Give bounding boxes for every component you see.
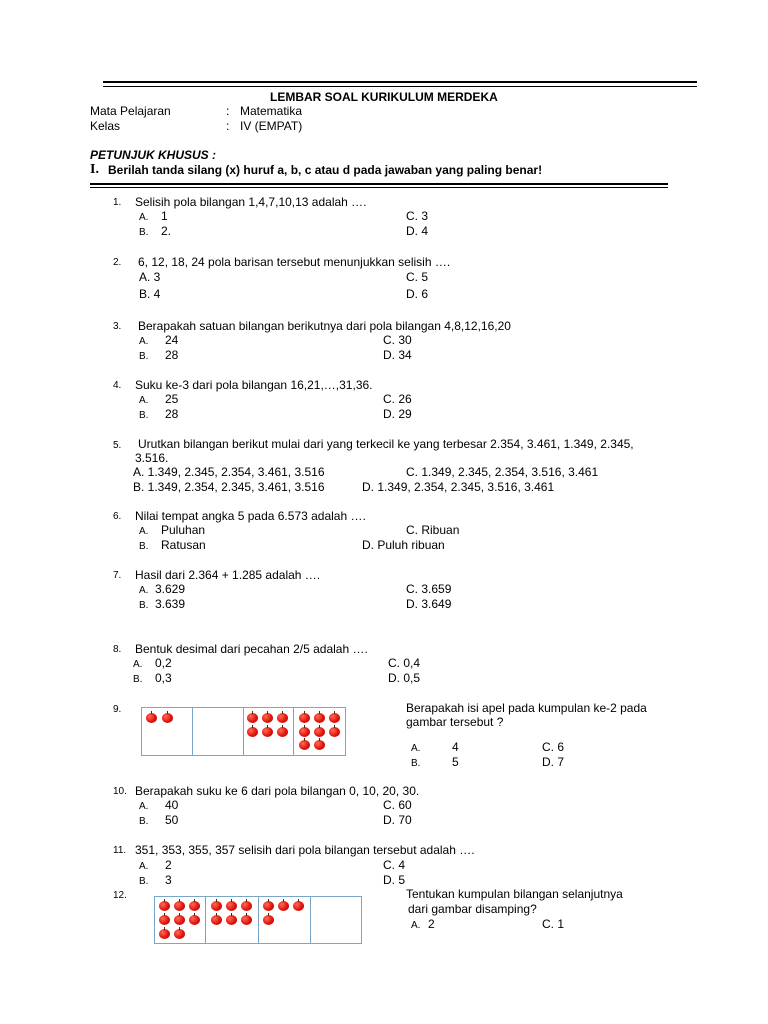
question-number: 5. [113, 440, 122, 451]
option-a[interactable]: A. 1.349, 2.345, 2.354, 3.461, 3.516 [133, 465, 325, 479]
option-c[interactable]: C. 60 [383, 798, 412, 812]
option-a-label: A. [411, 920, 421, 931]
option-c[interactable]: C. 5 [406, 270, 429, 284]
apple-icon [211, 901, 222, 911]
option-d[interactable]: D. 70 [383, 813, 412, 827]
section-number: I. [90, 162, 99, 177]
option-b-label: B. [139, 410, 149, 421]
apple-icon [159, 929, 170, 939]
option-d[interactable]: D. 7 [542, 755, 565, 769]
option-d[interactable]: D. 0,5 [388, 671, 421, 685]
option-b-label: B. [133, 674, 143, 685]
option-b-label: B. [139, 351, 149, 362]
apple-icon [211, 915, 222, 925]
question-number: 7. [113, 570, 122, 581]
instruction-text: Berilah tanda silang (x) huruf a, b, c atau d pada jawaban yang paling benar! [108, 163, 543, 177]
option-d[interactable]: D. 5 [383, 873, 406, 887]
apple-icon [174, 915, 185, 925]
top-rule-thick [103, 81, 697, 83]
option-a[interactable]: Puluhan [161, 523, 206, 537]
question-text: Berapakah isi apel pada kumpulan ke-2 pada [406, 701, 647, 715]
field-value-subject: Matematika [240, 104, 303, 118]
apple-icon [329, 727, 340, 737]
option-a-label: A. [411, 743, 421, 754]
option-a[interactable]: 2 [428, 917, 435, 931]
apple-icon [189, 915, 200, 925]
apple-icon [314, 740, 325, 750]
apple-icon [189, 901, 200, 911]
option-d[interactable]: D. 1.349, 2.354, 2.345, 3.516, 3.461 [362, 480, 555, 494]
apple-icon [247, 727, 258, 737]
option-b-label: B. [139, 876, 149, 887]
apple-icon [159, 901, 170, 911]
option-a[interactable]: 2 [165, 858, 172, 872]
option-b[interactable]: B. 1.349, 2.354, 2.345, 3.461, 3.516 [133, 480, 325, 494]
option-a-label: A. [139, 212, 149, 223]
option-b[interactable]: B. 4 [139, 287, 161, 301]
option-c[interactable]: C. Ribuan [406, 523, 460, 537]
question-number: 2. [113, 257, 122, 268]
question-text-continued: 3.516. [135, 451, 169, 465]
option-b[interactable]: 5 [452, 755, 459, 769]
option-c[interactable]: C. 1 [542, 917, 565, 931]
apple-icon [263, 901, 274, 911]
instruction-heading: PETUNJUK KHUSUS : [90, 148, 217, 162]
option-b[interactable]: 28 [165, 348, 179, 362]
option-a[interactable]: 0,2 [155, 656, 172, 670]
option-a-label: A. [139, 801, 149, 812]
apple-icon [241, 915, 252, 925]
option-a[interactable]: A. 3 [139, 270, 161, 284]
option-a[interactable]: 4 [452, 740, 459, 754]
apple-icon [226, 901, 237, 911]
option-a-label: A. [133, 659, 143, 670]
option-c[interactable]: C. 6 [542, 740, 565, 754]
apple-icon [174, 929, 185, 939]
question-text: Suku ke-3 dari pola bilangan 16,21,…,31,36. [135, 378, 373, 392]
option-a-label: A. [139, 395, 149, 406]
page-title: LEMBAR SOAL KURIKULUM MERDEKA [270, 90, 498, 104]
apple-icon [277, 713, 288, 723]
option-c[interactable]: C. 3.659 [406, 582, 452, 596]
option-a[interactable]: 1 [161, 209, 168, 223]
option-b[interactable]: 28 [165, 407, 179, 421]
apple-icon [299, 713, 310, 723]
apple-icon [174, 901, 185, 911]
option-a[interactable]: 40 [165, 798, 179, 812]
apple-icon [162, 713, 173, 723]
question-number: 10. [113, 786, 127, 797]
option-a-label: A. [139, 526, 149, 537]
option-b-label: B. [139, 541, 149, 552]
field-sep-subject: : [226, 104, 230, 118]
option-c[interactable]: C. 1.349, 2.345, 2.354, 3.516, 3.461 [406, 465, 599, 479]
field-value-class: IV (EMPAT) [240, 119, 303, 133]
apple-icon [241, 901, 252, 911]
apple-icon [262, 713, 273, 723]
option-b[interactable]: 2. [161, 224, 172, 238]
question-number: 4. [113, 380, 122, 391]
option-b[interactable]: 3 [165, 873, 172, 887]
option-b[interactable]: 50 [165, 813, 179, 827]
option-a-label: A. [139, 861, 149, 872]
option-b-label: B. [139, 227, 149, 238]
question-number: 9. [113, 704, 122, 715]
question-text: Berapakah suku ke 6 dari pola bilangan 0, 10, 20, 30. [135, 784, 420, 798]
apple-icon [293, 901, 304, 911]
question-number: 6. [113, 511, 122, 522]
option-a-label: A. [139, 585, 149, 596]
apple-icon [277, 727, 288, 737]
option-d[interactable]: D. 29 [383, 407, 412, 421]
option-d[interactable]: D. Puluh ribuan [362, 538, 445, 552]
field-label-subject: Mata Pelajaran [90, 104, 171, 118]
question-text: Selisih pola bilangan 1,4,7,10,13 adalah …. [135, 195, 367, 209]
apple-icon [299, 740, 310, 750]
apple-icon [247, 713, 258, 723]
apple-icon [146, 713, 157, 723]
apple-icon [263, 915, 274, 925]
question-number: 12. [113, 890, 127, 901]
question-number: 11. [113, 845, 127, 856]
question-number: 3. [113, 321, 122, 332]
option-b-label: B. [139, 600, 149, 611]
option-d[interactable]: D. 4 [406, 224, 429, 238]
option-a[interactable]: 3.629 [155, 582, 186, 596]
apple-icon [314, 727, 325, 737]
question-text: Tentukan kumpulan bilangan selanjutnya [406, 887, 623, 901]
question-text-continued: dari gambar disamping? [408, 902, 537, 916]
apple-picture-q12 [154, 896, 362, 944]
question-number: 1. [113, 197, 122, 208]
option-b[interactable]: 3.639 [155, 597, 186, 611]
apple-icon [226, 915, 237, 925]
instruction-rule-thin [90, 187, 668, 188]
apple-icon [314, 713, 325, 723]
question-text: Bentuk desimal dari pecahan 2/5 adalah …. [135, 642, 368, 656]
question-text: Urutkan bilangan berikut mulai dari yang terkecil ke yang terbesar 2.354, 3.461, 1.349, 2.345, [138, 437, 634, 451]
option-c[interactable]: C. 30 [383, 333, 412, 347]
field-label-class: Kelas [90, 119, 121, 133]
question-text: 6, 12, 18, 24 pola barisan tersebut menunjukkan selisih …. [138, 255, 451, 269]
instruction-rule-thick [90, 183, 668, 185]
question-text: Hasil dari 2.364 + 1.285 adalah …. [135, 568, 321, 582]
option-c[interactable]: C. 0,4 [388, 656, 421, 670]
question-text: 351, 353, 355, 357 selisih dari pola bilangan tersebut adalah …. [135, 843, 475, 857]
field-sep-class: : [226, 119, 230, 133]
option-a[interactable]: 24 [165, 333, 179, 347]
option-d[interactable]: D. 34 [383, 348, 412, 362]
top-rule-thin [103, 86, 697, 87]
apple-icon [329, 713, 340, 723]
option-a[interactable]: 25 [165, 392, 179, 406]
apple-icon [278, 901, 289, 911]
question-text: Berapakah satuan bilangan berikutnya dari pola bilangan 4,8,12,16,20 [138, 319, 511, 333]
option-b[interactable]: 0,3 [155, 671, 172, 685]
apple-icon [159, 915, 170, 925]
option-d[interactable]: D. 3.649 [406, 597, 452, 611]
option-c[interactable]: C. 4 [383, 858, 406, 872]
apple-icon [262, 727, 273, 737]
option-c[interactable]: C. 26 [383, 392, 412, 406]
option-a-label: A. [139, 336, 149, 347]
question-number: 8. [113, 644, 122, 655]
option-d[interactable]: D. 6 [406, 287, 429, 301]
question-text: Nilai tempat angka 5 pada 6.573 adalah …. [135, 509, 366, 523]
option-b-label: B. [139, 816, 149, 827]
option-b-label: B. [411, 758, 421, 769]
option-b[interactable]: Ratusan [161, 538, 206, 552]
question-text-continued: gambar tersebut ? [406, 715, 504, 729]
apple-icon [299, 727, 310, 737]
option-c[interactable]: C. 3 [406, 209, 429, 223]
